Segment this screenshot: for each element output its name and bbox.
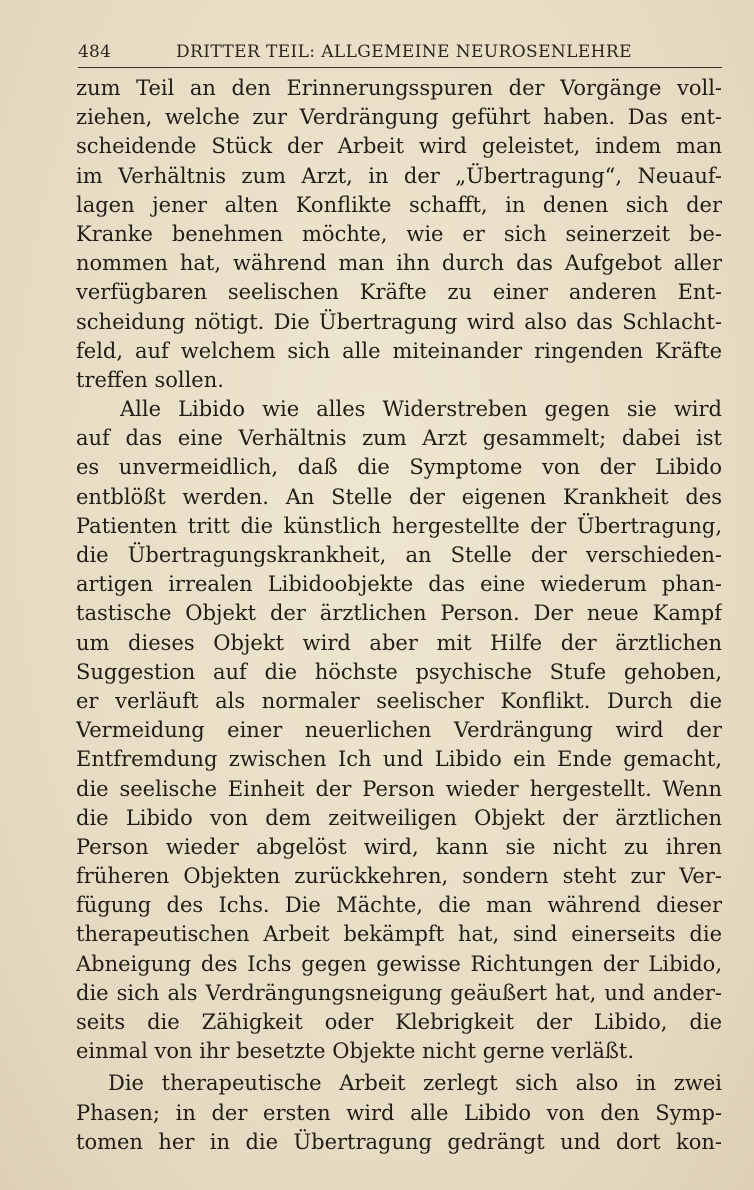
text-line: Vermeidung einer neuerlichen Verdrängung wird der (76, 718, 722, 743)
text-line: Entfremdung zwischen Ich und Libido ein Ende gemacht, (76, 747, 722, 772)
text-line: scheidende Stück der Arbeit wird geleistet, indem man (76, 134, 722, 159)
paragraph-end-line: einmal von ihr besetzte Objekte nicht gerne verläßt. (76, 1039, 635, 1064)
text-line: die Übertragungskrankheit, an Stelle der verschieden- (76, 543, 722, 567)
text-line: es unvermeidlich, daß die Symptome von der Libido (76, 455, 722, 480)
text-line: verfügbaren seelischen Kräfte zu einer anderen Ent- (76, 280, 722, 305)
text-line: artigen irrealen Libidoobjekte das eine wiederum phan- (76, 572, 722, 597)
paragraph-start-line: Die therapeutische Arbeit zerlegt sich also in zwei (108, 1071, 722, 1096)
paragraph-start-line: Alle Libido wie alles Widerstreben gegen sie wird (120, 397, 722, 422)
text-line: er verläuft als normaler seelischer Konflikt. Durch die (76, 688, 722, 713)
text-line: im Verhältnis zum Arzt, in der „Übertragung“, Neuauf- (76, 163, 722, 188)
text-line: Person wieder abgelöst wird, kann sie nicht zu ihren (76, 834, 722, 859)
text-line: auf das eine Verhältnis zum Arzt gesammelt; dabei ist (76, 426, 722, 451)
text-line: die seelische Einheit der Person wieder hergestellt. Wenn (76, 776, 722, 801)
page-header (78, 42, 722, 66)
header-rule (78, 67, 722, 68)
body-text (76, 74, 722, 1157)
text-line: scheidung nötigt. Die Übertragung wird also das Schlacht- (76, 309, 722, 334)
text-line: Abneigung des Ichs gegen gewisse Richtungen der Libido, (76, 951, 722, 976)
text-line: tastische Objekt der ärztlichen Person. Der neue Kampf (76, 601, 722, 626)
text-line: Phasen; in der ersten wird alle Libido von den Symp- (76, 1100, 722, 1125)
text-line: um dieses Objekt wird aber mit Hilfe der ärztlichen (76, 630, 722, 655)
text-line: seits die Zähigkeit oder Klebrigkeit der Libido, die (76, 1010, 722, 1034)
text-line: nommen hat, während man ihn durch das Aufgebot aller (76, 251, 722, 276)
text-line: lagen jener alten Konflikte schafft, in denen sich der (76, 192, 722, 217)
text-line: entblößt werden. An Stelle der eigenen Krankheit des (76, 484, 722, 509)
text-line: tomen her in die Übertragung gedrängt und dort kon- (76, 1129, 722, 1154)
text-line: Suggestion auf die höchste psychische Stufe gehoben, (76, 659, 722, 684)
running-head: DRITTER TEIL: ALLGEMEINE NEUROSENLEHRE (176, 42, 632, 62)
paragraph-end-line: treffen sollen. (76, 367, 224, 392)
text-line: ziehen, welche zur Verdrängung geführt haben. Das ent- (76, 105, 722, 130)
text-line: früheren Objekten zurückkehren, sondern steht zur Ver- (76, 864, 722, 889)
text-line: Patienten tritt die künstlich hergestellte der Übertragung, (76, 513, 722, 538)
text-line: fügung des Ichs. Die Mächte, die man während dieser (76, 893, 722, 918)
page-number: 484 (78, 42, 112, 62)
text-line: feld, auf welchem sich alle miteinander ringenden Kräfte (76, 338, 722, 363)
text-line: die Libido von dem zeitweiligen Objekt der ärztlichen (76, 805, 722, 830)
text-line: Kranke benehmen möchte, wie er sich seinerzeit be- (76, 221, 722, 246)
text-line: therapeutischen Arbeit bekämpft hat, sind einerseits die (76, 922, 722, 947)
text-line: die sich als Verdrängungsneigung geäußert hat, und ander- (76, 980, 722, 1005)
text-line: zum Teil an den Erinnerungsspuren der Vorgänge voll- (76, 76, 722, 100)
